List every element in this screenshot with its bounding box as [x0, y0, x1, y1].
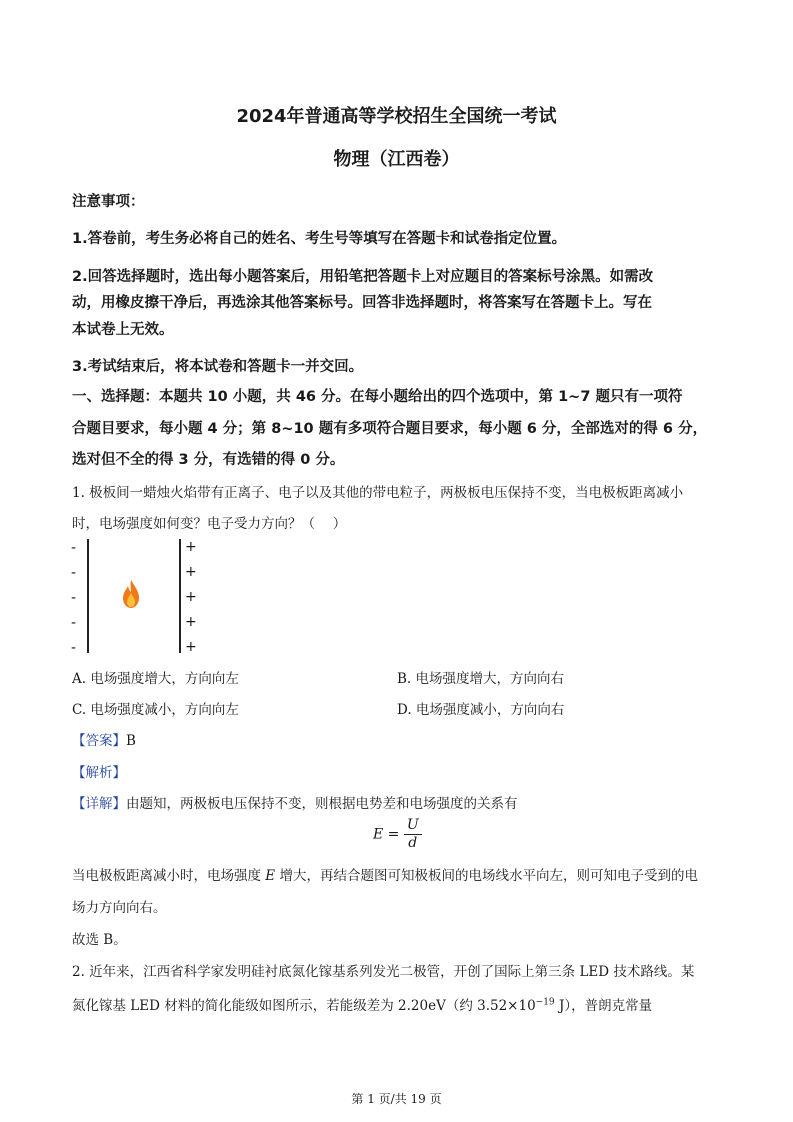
- negative-charge: -: [71, 615, 77, 631]
- question-2-stem-line-2: [72, 994, 652, 1014]
- positive-charge: +: [185, 589, 197, 605]
- negative-charge: -: [71, 565, 77, 581]
- detail-label: 【详解】: [72, 796, 126, 812]
- right-plate: [179, 539, 181, 653]
- left-plate: [87, 539, 89, 653]
- page-footer: 第 1 页/共 19 页: [351, 1092, 442, 1106]
- exam-title: 2024年普通高等学校招生全国统一考试: [236, 106, 557, 127]
- answer-label: 【答案】: [72, 733, 126, 749]
- variable-e: E: [265, 868, 276, 884]
- option-c: C. 电场强度减小，方向向左: [72, 702, 239, 718]
- formula-equals: =: [383, 826, 404, 843]
- exponent: −19: [535, 997, 555, 1008]
- explanation-line-1: [72, 864, 698, 884]
- candle-flame-icon: [121, 579, 141, 609]
- formula-denominator: d: [408, 835, 418, 851]
- notice-item-2-line-1: 2.回答选择题时，选出每小题答案后，用铅笔把答题卡上对应题目的答案标号涂黑。如需改: [72, 269, 654, 285]
- formula-fraction: [404, 817, 422, 852]
- formula: [373, 817, 422, 852]
- negative-charge: -: [71, 640, 77, 656]
- question-1-figure: [66, 537, 206, 657]
- option-a: A. 电场强度增大，方向向左: [72, 671, 239, 687]
- answer-value: B: [126, 733, 136, 749]
- positive-charge: +: [185, 639, 197, 655]
- formula-numerator: U: [404, 817, 422, 835]
- positive-charge: +: [185, 539, 197, 555]
- notice-item-1: 1.答卷前，考生务必将自己的姓名、考生号等填写在答题卡和试卷指定位置。: [72, 231, 567, 247]
- analysis-label: 【解析】: [72, 765, 126, 781]
- explanation-line-2: 场力方向向右。: [72, 900, 167, 916]
- notice-item-2-line-2: 动，用橡皮擦干净后，再选涂其他答案标号。回答非选择题时，将答案写在答题卡上。写在: [72, 295, 652, 311]
- conclusion: 故选 B。: [72, 932, 127, 948]
- detail-text: 由题知，两极板电压保持不变，则根据电势差和电场强度的关系有: [126, 796, 518, 812]
- section-header-line-2: 合题目要求，每小题 4 分；第 8~10 题有多项符合题目要求，每小题 6 分，全部选对的得 6 分，: [72, 421, 708, 437]
- formula-lhs: E: [373, 826, 384, 843]
- option-d: D. 电场强度减小，方向向右: [397, 702, 565, 718]
- explanation-text: 增大，再结合题图可知极板间的电场线水平向左，则可知电子受到的电: [275, 868, 698, 884]
- section-header-line-3: 选对但不全的得 3 分，有选错的得 0 分。: [72, 452, 345, 468]
- question-2-stem-line-1: 2. 近年来，江西省科学家发明硅衬底氮化镓基系列发光二极管，开创了国际上第三条 LED 技术路线。某: [72, 964, 695, 980]
- notice-item-2-line-3: 本试卷上无效。: [72, 322, 174, 338]
- notice-item-3: 3.考试结束后，将本试卷和答题卡一并交回。: [72, 359, 364, 375]
- question-2-text: 氮化镓基 LED 材料的简化能级如图所示，若能级差为 2.20eV（约 3.52×10: [72, 998, 536, 1014]
- negative-charge: -: [71, 540, 77, 556]
- positive-charge: +: [185, 614, 197, 630]
- answer-line: [72, 729, 136, 749]
- question-2-text: J），普朗克常量: [554, 998, 653, 1014]
- option-b: B. 电场强度增大，方向向右: [397, 671, 565, 687]
- detail-line: [72, 792, 518, 812]
- section-header-line-1: 一、选择题：本题共 10 小题，共 46 分。在每小题给出的四个选项中，第 1~7 题只有一项符: [72, 389, 683, 405]
- explanation-text: 当电极板距离减小时，电场强度: [72, 868, 266, 884]
- question-1-stem-line-1: 1. 极板间一蜡烛火焰带有正离子、电子以及其他的带电粒子，两极板电压保持不变，当电极板距离减小: [72, 485, 684, 501]
- question-1-stem-line-2: 时，电场强度如何变？电子受力方向？（ ）: [72, 516, 347, 532]
- positive-charge: +: [185, 564, 197, 580]
- exam-subtitle: 物理（江西卷）: [333, 149, 460, 170]
- notice-heading: 注意事项：: [72, 194, 145, 210]
- negative-charge: -: [71, 590, 77, 606]
